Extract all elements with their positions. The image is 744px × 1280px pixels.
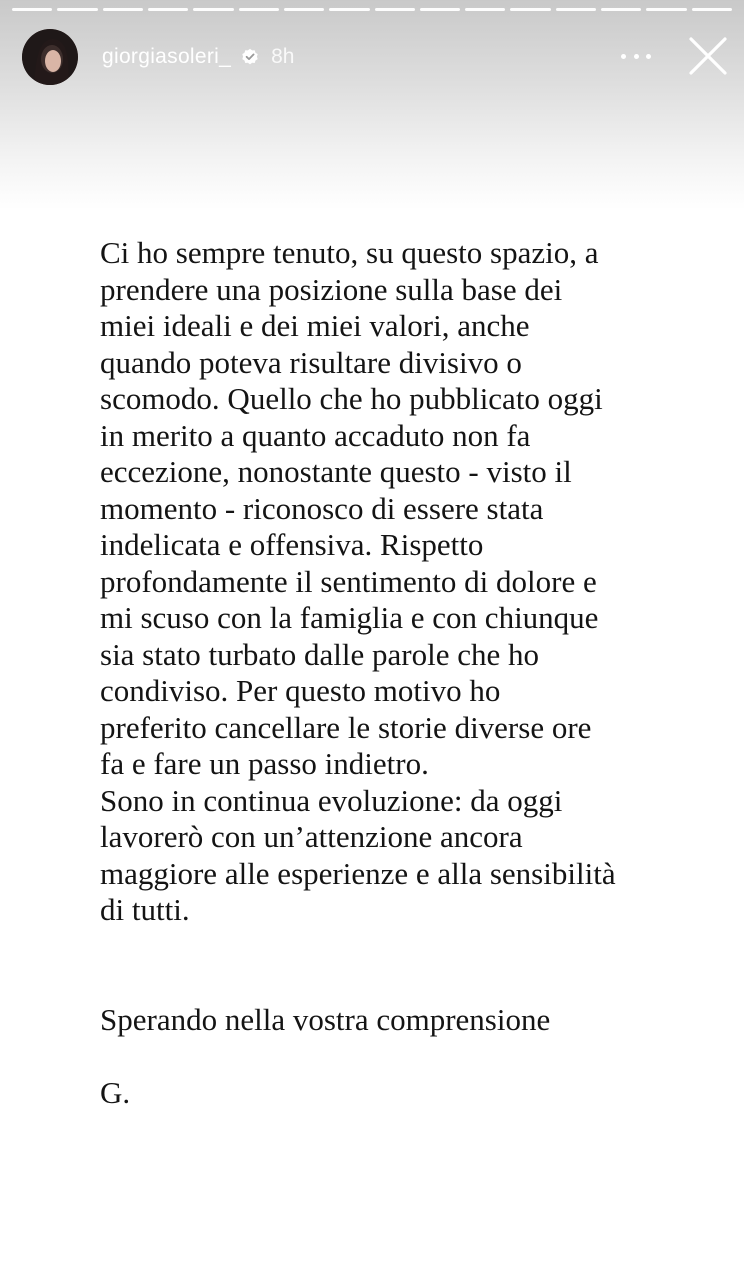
- progress-segment: [465, 8, 505, 11]
- close-icon[interactable]: [686, 34, 730, 78]
- closing-line: Sperando nella vostra comprensione: [100, 1001, 551, 1037]
- story-text-line: maggiore alle esperienze e alla sensibilità: [100, 855, 616, 891]
- progress-segment: [375, 8, 415, 11]
- story-text-line: Sono in continua evoluzione: da oggi: [100, 782, 563, 818]
- username[interactable]: giorgiasoleri_: [102, 45, 232, 68]
- story-text-line: profondamente il sentimento di dolore e: [100, 563, 597, 599]
- progress-segment: [556, 8, 596, 11]
- avatar-photo-icon: [22, 29, 78, 85]
- progress-segment: [510, 8, 550, 11]
- story-header: [22, 28, 732, 86]
- more-options-icon[interactable]: [621, 46, 651, 66]
- progress-segment: [329, 8, 369, 11]
- signature: G.: [100, 1074, 131, 1110]
- progress-segment: [193, 8, 233, 11]
- story-text-line: lavorerò con un’attenzione ancora: [100, 819, 523, 854]
- story-text-line: in merito a quanto accaduto non fa: [100, 417, 531, 453]
- story-text-block: [100, 235, 670, 1111]
- story-text-line: di tutti.: [100, 892, 190, 927]
- story-timestamp: 8h: [271, 45, 295, 68]
- story-text-line: miei ideali e dei miei valori, anche: [100, 308, 530, 343]
- story-text-line: fa e fare un passo indietro.: [100, 746, 429, 781]
- story-text-line: sia stato turbato dalle parole che ho: [100, 636, 540, 672]
- progress-segment: [646, 8, 686, 11]
- progress-segment: [57, 8, 97, 11]
- story-text-line: eccezione, nonostante questo - visto il: [100, 454, 572, 489]
- verified-badge-icon: [241, 48, 259, 66]
- story-paragraph: [100, 235, 670, 929]
- progress-segment: [601, 8, 641, 11]
- story-text-line: condiviso. Per questo motivo ho: [100, 673, 501, 708]
- progress-segment: [12, 8, 52, 11]
- story-text-line: prendere una posizione sulla base dei: [100, 271, 563, 307]
- story-progress-bar: [12, 8, 732, 12]
- story-text-line: Ci ho sempre tenuto, su questo spazio, a: [100, 235, 599, 270]
- story-text-line: scomodo. Quello che ho pubblicato oggi: [100, 381, 603, 416]
- story-text-line: indelicata e offensiva. Rispetto: [100, 527, 484, 562]
- progress-segment: [420, 8, 460, 11]
- more-dot: [621, 54, 626, 59]
- progress-segment: [148, 8, 188, 11]
- more-dot: [646, 54, 651, 59]
- story-text-line: mi scuso con la famiglia e con chiunque: [100, 600, 599, 635]
- story-text-line: momento - riconosco di essere stata: [100, 490, 544, 526]
- avatar[interactable]: [22, 29, 78, 85]
- more-dot: [634, 54, 639, 59]
- progress-segment: [692, 8, 732, 11]
- progress-segment: [284, 8, 324, 11]
- progress-segment: [103, 8, 143, 11]
- story-text-line: preferito cancellare le storie diverse ore: [100, 709, 592, 745]
- story-text-line: quando poteva risultare divisivo o: [100, 344, 522, 380]
- progress-segment: [239, 8, 279, 11]
